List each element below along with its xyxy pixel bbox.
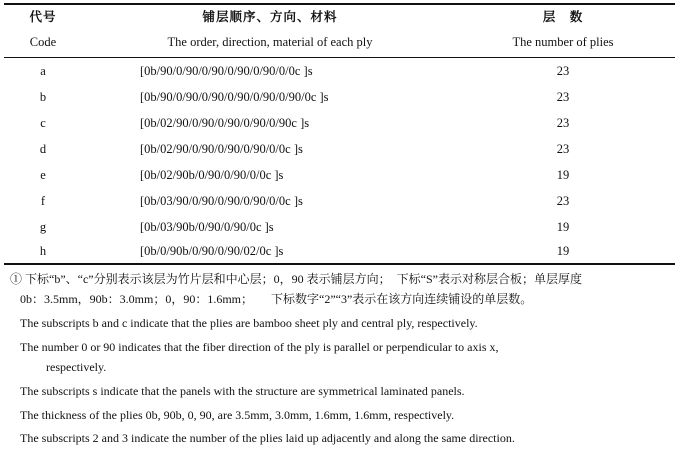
row-order: [0b/03/90/0/90/0/90/0/90/0/0c ]s xyxy=(140,194,303,208)
row-code: b xyxy=(39,90,47,104)
note-en-line5: The subscripts 2 and 3 indicate the number of the plies laid up adjacently and along the same direction. xyxy=(20,431,515,445)
row-code: g xyxy=(39,220,47,234)
row-plies: 19 xyxy=(556,168,570,182)
row-plies: 19 xyxy=(556,220,570,234)
note-en-line2a: The number 0 or 90 indicates that the fiber direction of the ply is parallel or perpendicular to axis x, xyxy=(20,340,499,354)
row-code: d xyxy=(39,142,47,156)
row-code: h xyxy=(39,244,47,258)
row-order: [0b/0/90b/0/90/0/90/02/0c ]s xyxy=(140,244,284,258)
row-order: [0b/02/90/0/90/0/90/0/90/0/90c ]s xyxy=(140,116,310,130)
note-en-line3: The subscripts s indicate that the panels with the structure are symmetrical laminated panels. xyxy=(20,384,465,398)
row-plies: 23 xyxy=(556,64,570,78)
header-order-cn: 铺层顺序、方向、材料 xyxy=(202,10,338,24)
row-plies: 23 xyxy=(556,142,570,156)
row-plies: 23 xyxy=(556,194,570,208)
header-plies-cn: 层 数 xyxy=(542,10,584,24)
note-cn-line2: 0b：3.5mm，90b：3.0mm；0，90：1.6mm； 下标数字“2”“3”表示在该方向连续铺设的单层数。 xyxy=(20,292,533,306)
row-order: [0b/90/0/90/0/90/0/90/0/90/0/0c ]s xyxy=(140,64,313,78)
row-order: [0b/02/90b/0/90/0/90/0/0c ]s xyxy=(140,168,284,182)
note-en-line2b: respectively. xyxy=(46,360,107,374)
row-code: e xyxy=(40,168,46,182)
note-en-line4: The thickness of the plies 0b, 90b, 0, 90, are 3.5mm, 3.0mm, 1.6mm, 1.6mm, respectively. xyxy=(20,408,455,422)
note-en-line1: The subscripts b and c indicate that the plies are bamboo sheet ply and central ply, respectively. xyxy=(20,316,478,330)
header-code-en: Code xyxy=(29,35,57,49)
row-plies: 23 xyxy=(556,116,570,130)
row-order: [0b/02/90/0/90/0/90/0/90/0/0c ]s xyxy=(140,142,303,156)
note-cn-line1: ① 下标“b”、“c”分别表示该层为竹片层和中心层；0，90 表示铺层方向； 下标“S”表示对称层合板；单层厚度 xyxy=(10,272,582,286)
header-code-cn: 代号 xyxy=(29,10,57,24)
table-bottom-rule xyxy=(4,263,675,265)
row-plies: 19 xyxy=(556,244,570,258)
header-order-en: The order, direction, material of each ply xyxy=(167,35,373,49)
table-header-rule xyxy=(4,57,675,58)
row-order: [0b/03/90b/0/90/0/90/0c ]s xyxy=(140,220,274,234)
row-plies: 23 xyxy=(556,90,570,104)
header-plies-en: The number of plies xyxy=(512,35,614,49)
row-code: f xyxy=(40,194,46,208)
row-code: c xyxy=(40,116,46,130)
table-top-rule xyxy=(4,3,675,5)
row-code: a xyxy=(40,64,46,78)
row-order: [0b/90/0/90/0/90/0/90/0/90/0/90/0c ]s xyxy=(140,90,329,104)
